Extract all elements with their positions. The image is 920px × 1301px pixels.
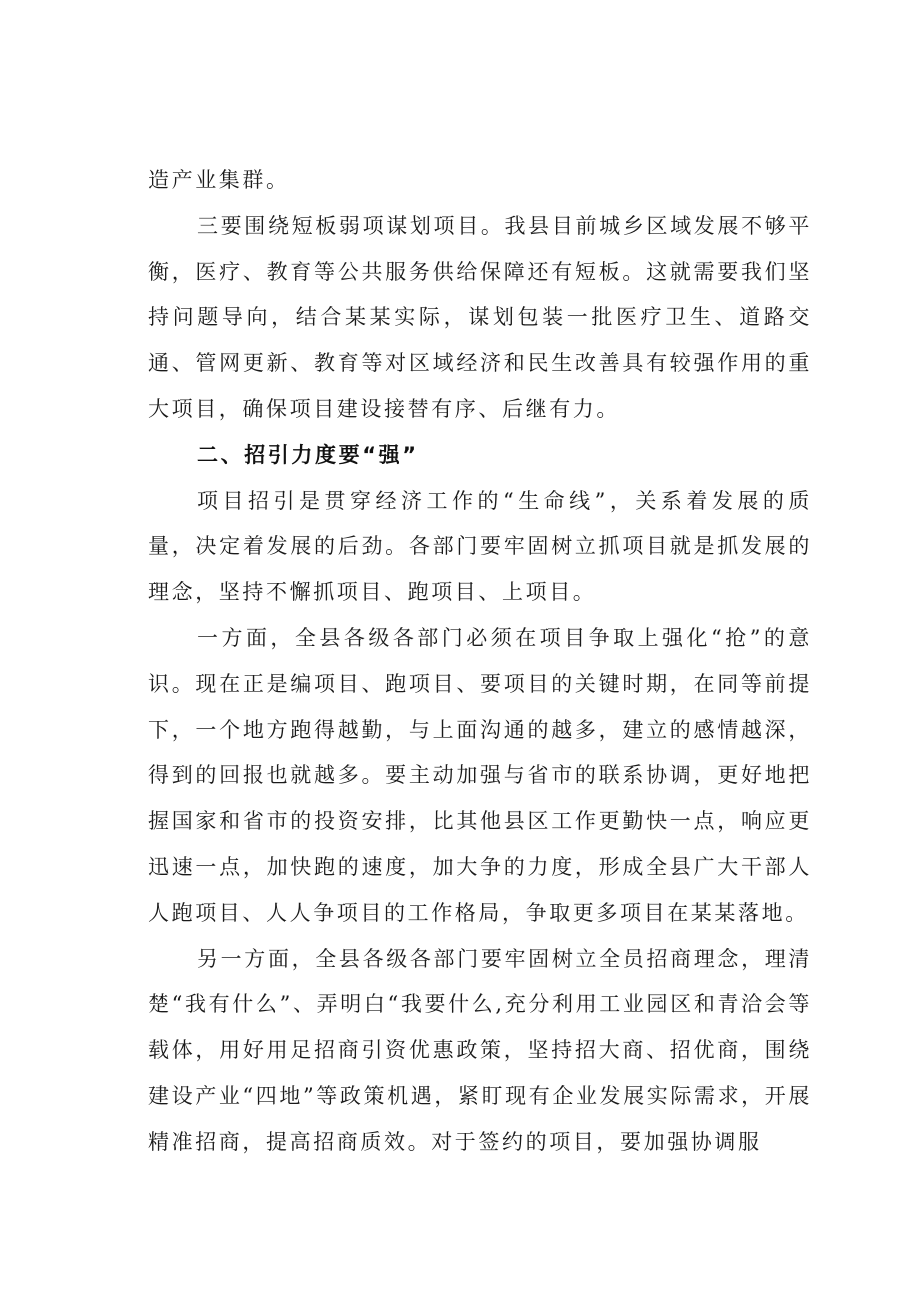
paragraph-project-lifeline: 项目招引是贯穿经济工作的“生命线”，关系着发展的质量，决定着发展的后劲。各部门要牢固树立抓项目就是抓发展的理念，坚持不懈抓项目、跑项目、上项目。 [148,488,812,605]
paragraph-shortboard-projects: 三要围绕短板弱项谋划项目。我县目前城乡区域发展不够平衡，医疗、教育等公共服务供给保障还有短板。这就需要我们坚持问题导向，结合某某实际，谋划包装一批医疗卫生、道路交通、管网更新、教育等对区域经济和民生改善具有较强作用的重大项目，确保项目建设接替有序、后继有力。 [148,213,812,421]
paragraph-on-other-hand: 另一方面，全县各级各部门要牢固树立全员招商理念，理清楚“我有什么”、弄明白“我要什么,充分利用工业园区和青洽会等载体，用好用足招商引资优惠政策，坚持招大商、招优商，围绕建设产业“四地”等政策机遇，紧盯现有企业发展实际需求，开展精准招商，提高招商质效。对于签约的项目，要加强协调服 [148,946,812,1154]
document-body [148,158,812,1166]
paragraph-on-one-hand: 一方面，全县各级各部门必须在项目争取上强化“抢”的意识。现在正是编项目、跑项目、要项目的关键时期，在同等前提下，一个地方跑得越勤，与上面沟通的越多，建立的感情越深，得到的回报也就越多。要主动加强与省市的联系协调，更好地把握国家和省市的投资安排，比其他县区工作更勤快一点，响应更迅速一点，加快跑的速度，加大争的力度，形成全县广大干部人人跑项目、人人争项目的工作格局，争取更多项目在某某落地。 [148,625,812,925]
section-heading-investment-attraction: 二、招引力度要“强” [197,442,419,467]
paragraph-continuation: 造产业集群。 [148,168,290,192]
